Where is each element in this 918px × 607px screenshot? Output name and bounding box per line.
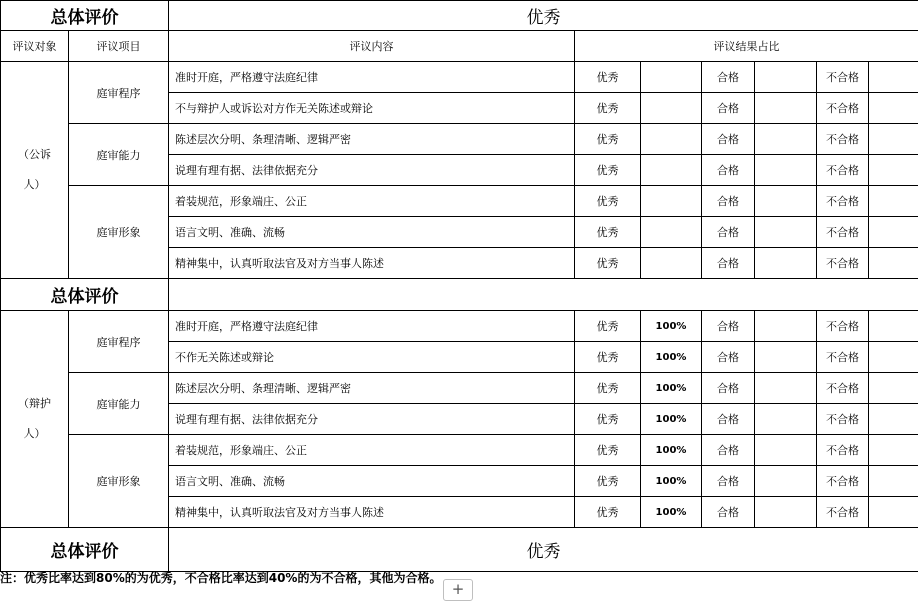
rating-fail: 不合格	[817, 404, 869, 435]
table-row	[1, 373, 918, 404]
pct-cell	[755, 497, 817, 528]
rating-pass: 合格	[702, 342, 755, 373]
content-cell: 语言文明、准确、流畅	[169, 466, 575, 497]
rating-fail: 不合格	[817, 497, 869, 528]
pct-cell: 100%	[641, 342, 702, 373]
object-defender	[1, 311, 69, 528]
pct-cell	[755, 124, 817, 155]
pct-cell	[755, 404, 817, 435]
col-header-content: 评议内容	[169, 31, 575, 62]
category-image: 庭审形象	[69, 435, 169, 528]
category-ability: 庭审能力	[69, 124, 169, 186]
table-row	[1, 435, 918, 466]
pct-cell	[869, 373, 918, 404]
content-cell: 陈述层次分明、条理清晰、逻辑严密	[169, 373, 575, 404]
top-overall-row	[1, 1, 918, 31]
pct-cell: 100%	[641, 497, 702, 528]
content-cell: 语言文明、准确、流畅	[169, 217, 575, 248]
content-cell: 不与辩护人或诉讼对方作无关陈述或辩论	[169, 93, 575, 124]
rating-fail: 不合格	[817, 186, 869, 217]
table-row	[1, 311, 918, 342]
content-cell: 说理有理有据、法律依据充分	[169, 155, 575, 186]
rating-fail: 不合格	[817, 93, 869, 124]
rating-fail: 不合格	[817, 373, 869, 404]
table-row	[1, 62, 918, 93]
rating-pass: 合格	[702, 124, 755, 155]
rating-excellent: 优秀	[575, 155, 641, 186]
pct-cell	[641, 186, 702, 217]
rating-pass: 合格	[702, 404, 755, 435]
rating-fail: 不合格	[817, 311, 869, 342]
col-header-item: 评议项目	[69, 31, 169, 62]
pct-cell	[641, 217, 702, 248]
rating-pass: 合格	[702, 373, 755, 404]
pct-cell	[755, 373, 817, 404]
rating-pass: 合格	[702, 155, 755, 186]
rating-excellent: 优秀	[575, 404, 641, 435]
object-line: （公诉	[18, 148, 51, 161]
pct-cell: 100%	[641, 311, 702, 342]
content-cell: 着装规范，形象端庄、公正	[169, 435, 575, 466]
rating-excellent: 优秀	[575, 435, 641, 466]
column-header-row	[1, 31, 918, 62]
overall-label: 总体评价	[1, 1, 169, 31]
pct-cell	[869, 466, 918, 497]
rating-pass: 合格	[702, 217, 755, 248]
pct-cell	[755, 155, 817, 186]
rating-excellent: 优秀	[575, 186, 641, 217]
object-prosecutor	[1, 62, 69, 279]
pct-cell	[869, 248, 918, 279]
pct-cell	[869, 497, 918, 528]
content-cell: 不作无关陈述或辩论	[169, 342, 575, 373]
content-cell: 准时开庭，严格遵守法庭纪律	[169, 62, 575, 93]
pct-cell	[869, 124, 918, 155]
rating-fail: 不合格	[817, 124, 869, 155]
category-procedure: 庭审程序	[69, 311, 169, 373]
table-row	[1, 186, 918, 217]
rating-excellent: 优秀	[575, 373, 641, 404]
pct-cell	[755, 311, 817, 342]
col-header-object: 评议对象	[1, 31, 69, 62]
pct-cell: 100%	[641, 466, 702, 497]
rating-excellent: 优秀	[575, 217, 641, 248]
overall-value: 优秀	[169, 1, 918, 31]
defender-overall-row	[1, 528, 918, 572]
overall-value: 优秀	[169, 528, 918, 572]
object-line: 人）	[23, 178, 46, 191]
rating-fail: 不合格	[817, 155, 869, 186]
rating-fail: 不合格	[817, 248, 869, 279]
rating-pass: 合格	[702, 248, 755, 279]
pct-cell	[869, 342, 918, 373]
pct-cell: 100%	[641, 373, 702, 404]
rating-excellent: 优秀	[575, 497, 641, 528]
content-cell: 陈述层次分明、条理清晰、逻辑严密	[169, 124, 575, 155]
rating-fail: 不合格	[817, 342, 869, 373]
rating-excellent: 优秀	[575, 124, 641, 155]
pct-cell	[869, 186, 918, 217]
category-image: 庭审形象	[69, 186, 169, 279]
col-header-result: 评议结果占比	[575, 31, 918, 62]
pct-cell	[869, 93, 918, 124]
overall-value	[169, 279, 918, 311]
rating-fail: 不合格	[817, 62, 869, 93]
pct-cell	[755, 186, 817, 217]
rating-excellent: 优秀	[575, 248, 641, 279]
content-cell: 精神集中，认真听取法官及对方当事人陈述	[169, 497, 575, 528]
pct-cell	[755, 217, 817, 248]
pct-cell	[755, 248, 817, 279]
pct-cell	[641, 155, 702, 186]
rating-pass: 合格	[702, 93, 755, 124]
rating-fail: 不合格	[817, 466, 869, 497]
pct-cell	[869, 217, 918, 248]
footnote: 注：优秀比率达到80%的为优秀，不合格比率达到40%的为不合格，其他为合格。	[0, 571, 442, 585]
table-row	[1, 124, 918, 155]
rating-excellent: 优秀	[575, 466, 641, 497]
pct-cell	[869, 62, 918, 93]
pct-cell	[869, 404, 918, 435]
pct-cell	[755, 93, 817, 124]
rating-fail: 不合格	[817, 435, 869, 466]
pct-cell	[641, 124, 702, 155]
rating-excellent: 优秀	[575, 342, 641, 373]
rating-excellent: 优秀	[575, 62, 641, 93]
content-cell: 准时开庭，严格遵守法庭纪律	[169, 311, 575, 342]
rating-pass: 合格	[702, 466, 755, 497]
category-ability: 庭审能力	[69, 373, 169, 435]
rating-fail: 不合格	[817, 217, 869, 248]
rating-excellent: 优秀	[575, 93, 641, 124]
prosecutor-overall-row	[1, 279, 918, 311]
object-line: （辩护	[18, 397, 51, 410]
rating-pass: 合格	[702, 435, 755, 466]
content-cell: 着装规范，形象端庄、公正	[169, 186, 575, 217]
content-cell: 精神集中，认真听取法官及对方当事人陈述	[169, 248, 575, 279]
pct-cell	[755, 466, 817, 497]
pct-cell: 100%	[641, 435, 702, 466]
rating-excellent: 优秀	[575, 311, 641, 342]
pct-cell	[755, 342, 817, 373]
object-line: 人）	[23, 427, 46, 440]
pct-cell	[641, 62, 702, 93]
pct-cell	[755, 62, 817, 93]
pct-cell	[641, 93, 702, 124]
pct-cell	[869, 311, 918, 342]
rating-pass: 合格	[702, 497, 755, 528]
pct-cell	[755, 435, 817, 466]
rating-pass: 合格	[702, 62, 755, 93]
pct-cell	[641, 248, 702, 279]
overall-label: 总体评价	[1, 279, 169, 311]
category-procedure: 庭审程序	[69, 62, 169, 124]
content-cell: 说理有理有据、法律依据充分	[169, 404, 575, 435]
rating-pass: 合格	[702, 311, 755, 342]
pct-cell	[869, 435, 918, 466]
pct-cell: 100%	[641, 404, 702, 435]
overall-label: 总体评价	[1, 528, 169, 572]
add-row-button[interactable]: +	[443, 579, 473, 601]
pct-cell	[869, 155, 918, 186]
rating-pass: 合格	[702, 186, 755, 217]
